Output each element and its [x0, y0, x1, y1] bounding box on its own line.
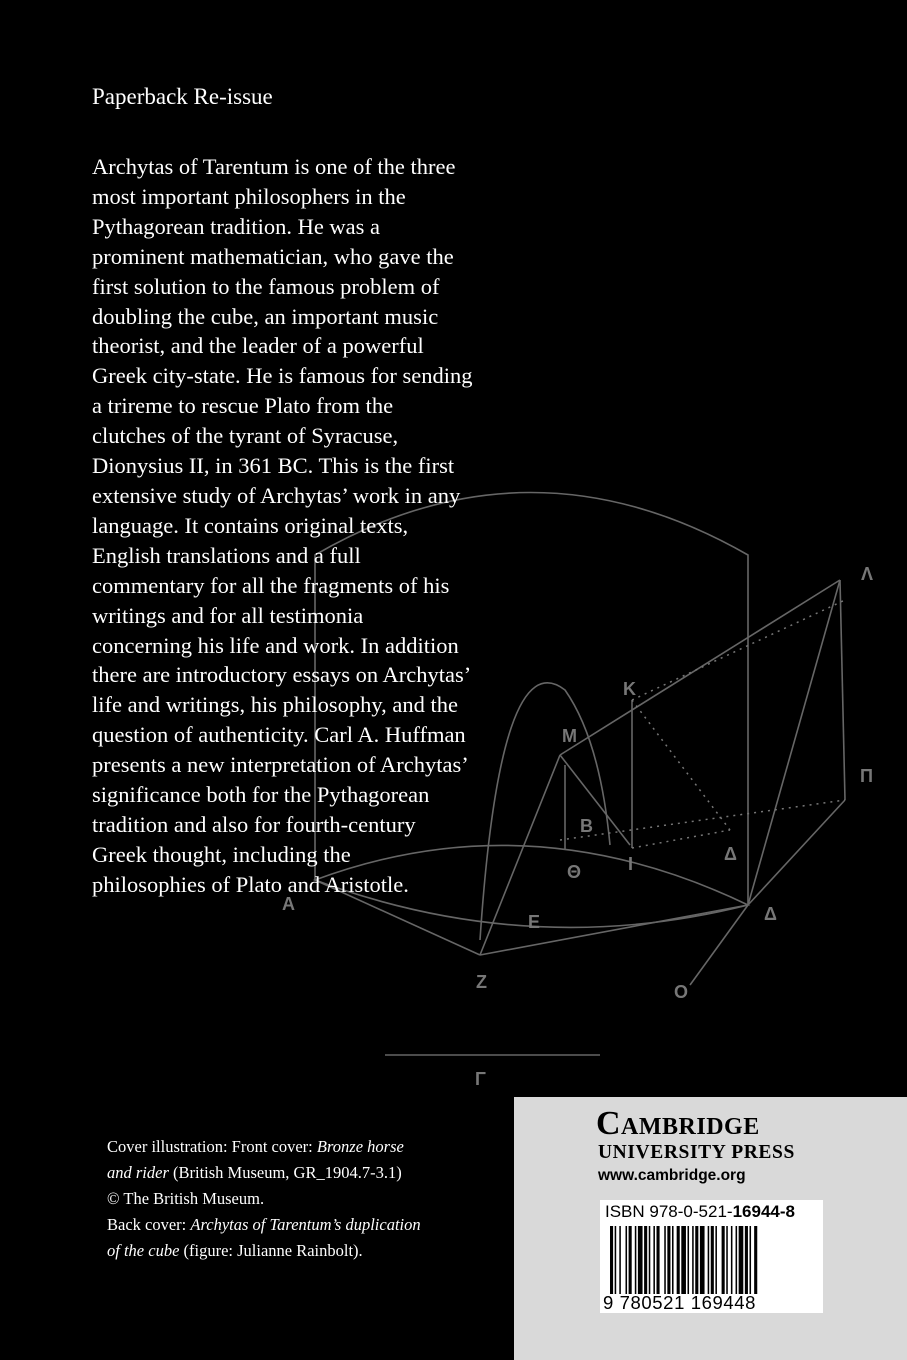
blurb-line: doubling the cube, an important music: [92, 303, 439, 329]
barcode-bar: [667, 1226, 670, 1294]
blurb-line: Pythagorean tradition. He was a: [92, 213, 381, 239]
credits-line-2: and rider (British Museum, GR_1904.7-3.1): [107, 1163, 402, 1182]
barcode-bar: [638, 1226, 643, 1294]
barcode-bar: [677, 1226, 680, 1294]
blurb-line: question of authenticity. Carl A. Huffman: [92, 722, 466, 748]
barcode-bar: [692, 1226, 694, 1294]
label-alpha: A: [282, 894, 295, 914]
barcode-bar: [715, 1226, 717, 1294]
barcode-bar: [610, 1226, 613, 1294]
credits-line-1: Cover illustration: Front cover: Bronze horse: [107, 1137, 404, 1156]
label-epsilon: E: [528, 912, 541, 932]
blurb-text: [92, 152, 532, 900]
publisher-name: Cambridge: [596, 1105, 760, 1142]
blurb-line: life and writings, his philosophy, and the: [92, 692, 458, 718]
barcode-bar: [700, 1226, 705, 1294]
diagram-line: [840, 580, 845, 800]
barcode-bar: [739, 1226, 744, 1294]
barcode-icon: [610, 1226, 817, 1294]
blurb-line: clutches of the tyrant of Syracuse,: [92, 423, 399, 449]
diagram-line: [690, 905, 748, 985]
barcode-bar: [688, 1226, 690, 1294]
diagram-dotted-line: [632, 700, 730, 830]
label-beta: B: [580, 816, 593, 836]
barcode-bar: [681, 1226, 686, 1294]
diagram-line: [480, 905, 748, 955]
barcode-bar: [649, 1226, 651, 1294]
barcode-bar: [629, 1226, 632, 1294]
reissue-label: Paperback Re-issue: [92, 84, 273, 109]
blurb-line: there are introductory essays on Archytas’: [92, 662, 472, 688]
blurb-line: writings and for all testimonia: [92, 602, 364, 628]
blurb-line: Dionysius II, in 361 BC. This is the first: [92, 453, 455, 479]
barcode-bar: [615, 1226, 617, 1294]
credits-line-5: of the cube (figure: Julianne Rainbolt).: [107, 1241, 363, 1260]
blurb-line: theorist, and the leader of a powerful: [92, 333, 424, 359]
barcode-bar: [736, 1226, 738, 1294]
barcode-bar: [653, 1226, 655, 1294]
label-iota: I: [628, 854, 634, 874]
barcode-bar: [626, 1226, 628, 1294]
blurb-line: presents a new interpretation of Archytas’: [92, 752, 469, 778]
label-delta-upper: Δ: [724, 844, 737, 864]
diagram-dotted-line: [632, 830, 730, 848]
label-zeta: Z: [476, 972, 487, 992]
barcode-bar: [635, 1226, 637, 1294]
isbn-label: ISBN 978-0-521-16944-8: [605, 1202, 795, 1221]
label-theta: Θ: [567, 862, 582, 882]
label-mu: M: [562, 726, 577, 746]
publisher-panel: [514, 1097, 907, 1360]
cover-credits: [107, 1134, 487, 1264]
label-omicron: O: [674, 982, 689, 1002]
blurb-line: philosophies of Plato and Aristotle.: [92, 871, 409, 897]
label-kappa: K: [623, 679, 636, 699]
blurb-line: significance both for the Pythagorean: [92, 782, 430, 808]
blurb-line: prominent mathematician, who gave the: [92, 243, 454, 269]
publisher-press: UNIVERSITY PRESS: [598, 1142, 795, 1163]
barcode-bar: [657, 1226, 660, 1294]
barcode-bar: [708, 1226, 710, 1294]
barcode-bar: [745, 1226, 748, 1294]
blurb-line: English translations and a full: [92, 542, 361, 568]
barcode-bar: [726, 1226, 728, 1294]
blurb-line: extensive study of Archytas’ work in any: [92, 482, 461, 508]
blurb-line: Greek city-state. He is famous for sending: [92, 363, 473, 389]
blurb-line: concerning his life and work. In addition: [92, 632, 459, 658]
barcode-bar: [750, 1226, 752, 1294]
label-delta-lower: Δ: [764, 904, 777, 924]
barcode-bar: [672, 1226, 674, 1294]
blurb-line: most important philosophers in the: [92, 183, 406, 209]
label-gamma: Γ: [475, 1069, 486, 1089]
diagram-line: [560, 755, 630, 845]
blurb-line: Greek thought, including the: [92, 841, 351, 867]
publisher-website[interactable]: www.cambridge.org: [598, 1167, 746, 1184]
barcode-bar: [754, 1226, 757, 1294]
barcode-bar: [664, 1226, 666, 1294]
blurb-line: a trireme to rescue Plato from the: [92, 393, 394, 419]
diagram-dotted-line: [632, 600, 845, 700]
blurb-line: commentary for all the fragments of his: [92, 572, 450, 598]
blurb-line: Archytas of Tarentum is one of the three: [92, 154, 456, 179]
diagram-dotted-line: [560, 800, 845, 840]
barcode-bar: [731, 1226, 733, 1294]
blurb-line: tradition and also for fourth-century: [92, 811, 416, 837]
credits-line-4: Back cover: Archytas of Tarentum’s duplication: [107, 1215, 421, 1234]
label-pi: Π: [860, 766, 873, 786]
barcode-bar: [619, 1226, 621, 1294]
barcode-bar: [695, 1226, 698, 1294]
barcode-bar: [722, 1226, 725, 1294]
credits-line-3: © The British Museum.: [107, 1189, 265, 1208]
blurb-line: first solution to the famous problem of: [92, 273, 440, 299]
blurb-line: language. It contains original texts,: [92, 512, 409, 538]
barcode-panel: [600, 1200, 823, 1313]
barcode-bar: [644, 1226, 647, 1294]
barcode-bar: [711, 1226, 714, 1294]
label-lambda: Λ: [861, 564, 874, 584]
barcode-digits: 9 780521 169448: [603, 1292, 757, 1313]
